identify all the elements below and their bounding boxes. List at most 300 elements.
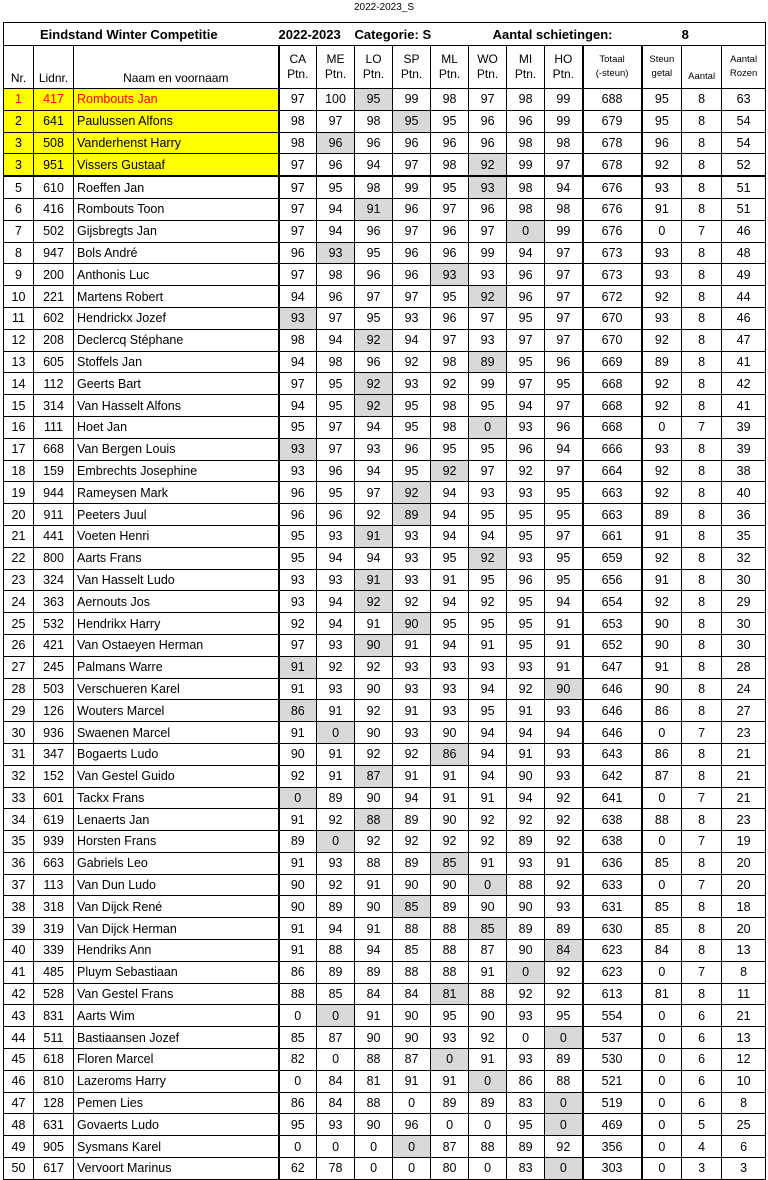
- round-score: 98: [279, 132, 317, 154]
- round-score: 98: [279, 329, 317, 351]
- round-score: 95: [507, 1114, 545, 1136]
- round-score: 62: [279, 1158, 317, 1180]
- table-row: [4, 591, 766, 613]
- round-score: 97: [279, 198, 317, 220]
- round-score: 91: [279, 918, 317, 940]
- col-steun-line: getal: [651, 68, 673, 79]
- shoots-count: 8: [682, 23, 766, 46]
- round-score: 93: [279, 438, 317, 460]
- col-round-line: CA: [289, 52, 307, 66]
- round-score: 93: [393, 722, 431, 744]
- table-row: [4, 373, 766, 395]
- member-number: 314: [34, 395, 74, 417]
- table-row: [4, 983, 766, 1005]
- shoot-count: 6: [682, 1027, 722, 1049]
- round-score: 0: [393, 1136, 431, 1158]
- rank: 7: [4, 220, 34, 242]
- round-score: 91: [431, 787, 469, 809]
- steun-score: 85: [642, 896, 682, 918]
- rank: 20: [4, 504, 34, 526]
- member-name: Van Hasselt Ludo: [74, 569, 279, 591]
- table-row: [4, 569, 766, 591]
- table-row: [4, 242, 766, 264]
- round-score: 0: [431, 1049, 469, 1071]
- steun-score: 93: [642, 242, 682, 264]
- member-number: 944: [34, 482, 74, 504]
- rank: 3: [4, 154, 34, 176]
- round-score: 97: [469, 89, 507, 111]
- col-round-me: [317, 46, 355, 89]
- rank: 42: [4, 983, 34, 1005]
- rank: 47: [4, 1092, 34, 1114]
- table-row: [4, 1092, 766, 1114]
- rank: 25: [4, 613, 34, 635]
- round-score: 95: [545, 482, 583, 504]
- member-name: Verschueren Karel: [74, 678, 279, 700]
- rozen-count: 21: [722, 787, 766, 809]
- rozen-count: 30: [722, 613, 766, 635]
- col-steun-line: Steun: [649, 54, 675, 65]
- member-name: Floren Marcel: [74, 1049, 279, 1071]
- member-name: Van Gestel Guido: [74, 765, 279, 787]
- round-score: 96: [431, 132, 469, 154]
- round-score: 92: [431, 373, 469, 395]
- shoot-count: 6: [682, 1092, 722, 1114]
- total-score: 356: [583, 1136, 642, 1158]
- table-row: [4, 700, 766, 722]
- steun-score: 0: [642, 1136, 682, 1158]
- steun-score: 0: [642, 1114, 682, 1136]
- round-score: 81: [431, 983, 469, 1005]
- col-round-line: Ptn.: [362, 67, 385, 81]
- round-score: 88: [393, 961, 431, 983]
- member-number: 508: [34, 132, 74, 154]
- round-score: 0: [393, 1092, 431, 1114]
- round-score: 95: [507, 307, 545, 329]
- round-score: 96: [355, 264, 393, 286]
- member-name: Aarts Frans: [74, 547, 279, 569]
- rank: 9: [4, 264, 34, 286]
- member-number: 610: [34, 176, 74, 198]
- round-score: 88: [469, 1136, 507, 1158]
- round-score: 97: [545, 286, 583, 308]
- round-score: 91: [431, 569, 469, 591]
- shoot-count: 6: [682, 1049, 722, 1071]
- steun-score: 0: [642, 961, 682, 983]
- rank: 49: [4, 1136, 34, 1158]
- round-score: 0: [469, 1114, 507, 1136]
- shoot-count: 8: [682, 373, 722, 395]
- table-row: [4, 89, 766, 111]
- round-score: 94: [431, 525, 469, 547]
- shoot-count: 8: [682, 940, 722, 962]
- rozen-count: 8: [722, 1092, 766, 1114]
- round-score: 91: [355, 613, 393, 635]
- steun-score: 81: [642, 983, 682, 1005]
- member-name: Hendrikx Harry: [74, 613, 279, 635]
- round-score: 88: [355, 1049, 393, 1071]
- round-score: 93: [545, 700, 583, 722]
- round-score: 95: [279, 547, 317, 569]
- round-score: 90: [279, 874, 317, 896]
- member-name: Gijsbregts Jan: [74, 220, 279, 242]
- rozen-count: 23: [722, 722, 766, 744]
- member-name: Roeffen Jan: [74, 176, 279, 198]
- round-score: 94: [469, 765, 507, 787]
- total-score: 653: [583, 613, 642, 635]
- round-score: 92: [317, 656, 355, 678]
- member-name: Sysmans Karel: [74, 1136, 279, 1158]
- round-score: 0: [469, 1158, 507, 1180]
- round-score: 84: [545, 940, 583, 962]
- round-score: 0: [545, 1027, 583, 1049]
- member-number: 159: [34, 460, 74, 482]
- table-row: [4, 634, 766, 656]
- round-score: 96: [393, 198, 431, 220]
- round-score: 93: [279, 569, 317, 591]
- member-number: 601: [34, 787, 74, 809]
- shoot-count: 8: [682, 460, 722, 482]
- rank: 10: [4, 286, 34, 308]
- steun-score: 0: [642, 874, 682, 896]
- round-score: 89: [507, 1136, 545, 1158]
- round-score: 92: [355, 700, 393, 722]
- member-name: Hendriks Ann: [74, 940, 279, 962]
- table-row: [4, 504, 766, 526]
- round-score: 92: [507, 460, 545, 482]
- table-row: [4, 678, 766, 700]
- round-score: 91: [317, 743, 355, 765]
- rozen-count: 20: [722, 874, 766, 896]
- table-row: [4, 438, 766, 460]
- steun-score: 93: [642, 264, 682, 286]
- member-number: 947: [34, 242, 74, 264]
- round-score: 89: [355, 961, 393, 983]
- round-score: 90: [469, 1005, 507, 1027]
- steun-score: 92: [642, 482, 682, 504]
- rozen-count: 24: [722, 678, 766, 700]
- total-score: 519: [583, 1092, 642, 1114]
- member-number: 324: [34, 569, 74, 591]
- round-score: 94: [469, 722, 507, 744]
- round-score: 93: [469, 329, 507, 351]
- round-score: 98: [355, 110, 393, 132]
- table-row: [4, 743, 766, 765]
- total-score: 656: [583, 569, 642, 591]
- member-name: Horsten Frans: [74, 831, 279, 853]
- member-name: Wouters Marcel: [74, 700, 279, 722]
- round-score: 98: [507, 176, 545, 198]
- rozen-count: 18: [722, 896, 766, 918]
- member-name: Van Ostaeyen Herman: [74, 634, 279, 656]
- table-row: [4, 132, 766, 154]
- table-row: [4, 656, 766, 678]
- table-row: [4, 329, 766, 351]
- table-row: [4, 525, 766, 547]
- round-score: 96: [355, 220, 393, 242]
- rank: 1: [4, 89, 34, 111]
- round-score: 95: [355, 307, 393, 329]
- round-score: 89: [393, 852, 431, 874]
- round-score: 94: [545, 591, 583, 613]
- round-score: 85: [393, 896, 431, 918]
- round-score: 92: [431, 831, 469, 853]
- round-score: 94: [431, 634, 469, 656]
- total-score: 642: [583, 765, 642, 787]
- round-score: 97: [355, 482, 393, 504]
- shoot-count: 8: [682, 89, 722, 111]
- round-score: 96: [393, 264, 431, 286]
- round-score: 98: [317, 351, 355, 373]
- total-score: 668: [583, 395, 642, 417]
- round-score: 99: [469, 242, 507, 264]
- round-score: 94: [355, 940, 393, 962]
- rozen-count: 36: [722, 504, 766, 526]
- round-score: 96: [317, 154, 355, 176]
- round-score: 95: [317, 482, 355, 504]
- round-score: 93: [393, 569, 431, 591]
- round-score: 97: [545, 329, 583, 351]
- steun-score: 86: [642, 700, 682, 722]
- member-name: Van Hasselt Alfons: [74, 395, 279, 417]
- total-score: 654: [583, 591, 642, 613]
- round-score: 93: [469, 264, 507, 286]
- shoot-count: 8: [682, 852, 722, 874]
- member-number: 532: [34, 613, 74, 635]
- total-score: 613: [583, 983, 642, 1005]
- round-score: 99: [507, 154, 545, 176]
- round-score: 93: [393, 525, 431, 547]
- member-name: Govaerts Ludo: [74, 1114, 279, 1136]
- round-score: 90: [507, 896, 545, 918]
- round-score: 93: [317, 634, 355, 656]
- rozen-count: 8: [722, 961, 766, 983]
- round-score: 89: [545, 1049, 583, 1071]
- table-row: [4, 547, 766, 569]
- round-score: 98: [507, 198, 545, 220]
- steun-score: 92: [642, 286, 682, 308]
- steun-score: 91: [642, 656, 682, 678]
- member-number: 905: [34, 1136, 74, 1158]
- round-score: 97: [469, 220, 507, 242]
- round-score: 90: [355, 1114, 393, 1136]
- total-score: 646: [583, 722, 642, 744]
- round-score: 0: [355, 1136, 393, 1158]
- member-name: Rombouts Jan: [74, 89, 279, 111]
- total-score: 623: [583, 940, 642, 962]
- title-row: [4, 23, 766, 46]
- table-row: [4, 896, 766, 918]
- round-score: 94: [393, 329, 431, 351]
- round-score: 96: [355, 351, 393, 373]
- member-number: 126: [34, 700, 74, 722]
- round-score: 88: [279, 983, 317, 1005]
- round-score: 93: [317, 678, 355, 700]
- round-score: 96: [507, 264, 545, 286]
- steun-score: 88: [642, 809, 682, 831]
- col-round-line: WO: [477, 52, 498, 66]
- round-score: 92: [469, 286, 507, 308]
- member-number: 416: [34, 198, 74, 220]
- col-naam: Naam en voornaam: [74, 46, 279, 89]
- round-score: 91: [545, 852, 583, 874]
- col-totaal-line: Totaal: [599, 54, 625, 65]
- round-score: 95: [431, 438, 469, 460]
- round-score: 97: [545, 307, 583, 329]
- member-name: Pemen Lies: [74, 1092, 279, 1114]
- member-number: 511: [34, 1027, 74, 1049]
- round-score: 91: [545, 656, 583, 678]
- member-number: 619: [34, 809, 74, 831]
- col-rozen-line: Rozen: [729, 68, 758, 79]
- round-score: 100: [317, 89, 355, 111]
- round-score: 85: [279, 1027, 317, 1049]
- shoot-count: 8: [682, 656, 722, 678]
- round-score: 97: [431, 198, 469, 220]
- rozen-count: 21: [722, 765, 766, 787]
- round-score: 91: [279, 940, 317, 962]
- round-score: 95: [393, 460, 431, 482]
- rank: 46: [4, 1070, 34, 1092]
- round-score: 97: [507, 329, 545, 351]
- shoot-count: 8: [682, 132, 722, 154]
- round-score: 99: [469, 373, 507, 395]
- table-row: [4, 460, 766, 482]
- round-score: 96: [317, 132, 355, 154]
- rank: 41: [4, 961, 34, 983]
- member-number: 112: [34, 373, 74, 395]
- round-score: 90: [545, 678, 583, 700]
- col-rozen: [722, 46, 766, 89]
- total-score: 668: [583, 416, 642, 438]
- table-row: [4, 198, 766, 220]
- total-score: 670: [583, 329, 642, 351]
- round-score: 92: [355, 743, 393, 765]
- rozen-count: 20: [722, 852, 766, 874]
- member-number: 810: [34, 1070, 74, 1092]
- round-score: 97: [545, 154, 583, 176]
- member-name: Bogaerts Ludo: [74, 743, 279, 765]
- table-row: [4, 765, 766, 787]
- round-score: 97: [393, 286, 431, 308]
- steun-score: 90: [642, 613, 682, 635]
- round-score: 92: [393, 482, 431, 504]
- round-score: 95: [393, 416, 431, 438]
- round-score: 92: [469, 809, 507, 831]
- shoot-count: 7: [682, 416, 722, 438]
- shoot-count: 8: [682, 613, 722, 635]
- round-score: 99: [545, 89, 583, 111]
- table-row: [4, 852, 766, 874]
- round-score: 87: [431, 1136, 469, 1158]
- shoot-count: 8: [682, 329, 722, 351]
- round-score: 95: [431, 1005, 469, 1027]
- rank: 15: [4, 395, 34, 417]
- rank: 43: [4, 1005, 34, 1027]
- steun-score: 92: [642, 154, 682, 176]
- round-score: 89: [317, 787, 355, 809]
- rozen-count: 29: [722, 591, 766, 613]
- col-round-line: ML: [441, 52, 458, 66]
- col-round-mi: [507, 46, 545, 89]
- round-score: 97: [393, 220, 431, 242]
- round-score: 91: [469, 1049, 507, 1071]
- round-score: 94: [393, 787, 431, 809]
- round-score: 82: [279, 1049, 317, 1071]
- round-score: 91: [469, 634, 507, 656]
- round-score: 94: [279, 395, 317, 417]
- round-score: 98: [431, 395, 469, 417]
- column-header-row: [4, 46, 766, 89]
- rozen-count: 41: [722, 351, 766, 373]
- shoot-count: 8: [682, 569, 722, 591]
- shoot-count: 8: [682, 351, 722, 373]
- round-score: 93: [431, 1027, 469, 1049]
- rozen-count: 35: [722, 525, 766, 547]
- member-number: 618: [34, 1049, 74, 1071]
- steun-score: 0: [642, 831, 682, 853]
- round-score: 94: [431, 591, 469, 613]
- total-score: 679: [583, 110, 642, 132]
- rank: 29: [4, 700, 34, 722]
- round-score: 90: [355, 722, 393, 744]
- rank: 38: [4, 896, 34, 918]
- member-number: 152: [34, 765, 74, 787]
- shoot-count: 8: [682, 395, 722, 417]
- round-score: 89: [507, 918, 545, 940]
- round-score: 91: [279, 656, 317, 678]
- rozen-count: 20: [722, 918, 766, 940]
- round-score: 90: [507, 765, 545, 787]
- total-score: 676: [583, 220, 642, 242]
- round-score: 95: [545, 504, 583, 526]
- col-round-line: ME: [326, 52, 345, 66]
- shoot-count: 7: [682, 220, 722, 242]
- member-number: 245: [34, 656, 74, 678]
- round-score: 93: [545, 896, 583, 918]
- round-score: 80: [431, 1158, 469, 1180]
- round-score: 97: [279, 154, 317, 176]
- member-number: 111: [34, 416, 74, 438]
- total-score: 554: [583, 1005, 642, 1027]
- round-score: 94: [317, 591, 355, 613]
- member-name: Hendrickx Jozef: [74, 307, 279, 329]
- shoot-count: 8: [682, 264, 722, 286]
- member-name: Vervoort Marinus: [74, 1158, 279, 1180]
- round-score: 97: [431, 329, 469, 351]
- table-row: [4, 613, 766, 635]
- round-score: 99: [393, 176, 431, 198]
- shoot-count: 6: [682, 1005, 722, 1027]
- steun-score: 0: [642, 1027, 682, 1049]
- steun-score: 86: [642, 743, 682, 765]
- shoot-count: 8: [682, 983, 722, 1005]
- round-score: 0: [317, 1136, 355, 1158]
- round-score: 96: [507, 438, 545, 460]
- round-score: 97: [393, 154, 431, 176]
- rank: 37: [4, 874, 34, 896]
- round-score: 90: [355, 787, 393, 809]
- round-score: 93: [507, 852, 545, 874]
- shoot-count: 7: [682, 874, 722, 896]
- total-score: 630: [583, 918, 642, 940]
- round-score: 97: [545, 460, 583, 482]
- round-score: 91: [355, 874, 393, 896]
- round-score: 93: [393, 656, 431, 678]
- table-row: [4, 1114, 766, 1136]
- member-name: Van Gestel Frans: [74, 983, 279, 1005]
- member-number: 128: [34, 1092, 74, 1114]
